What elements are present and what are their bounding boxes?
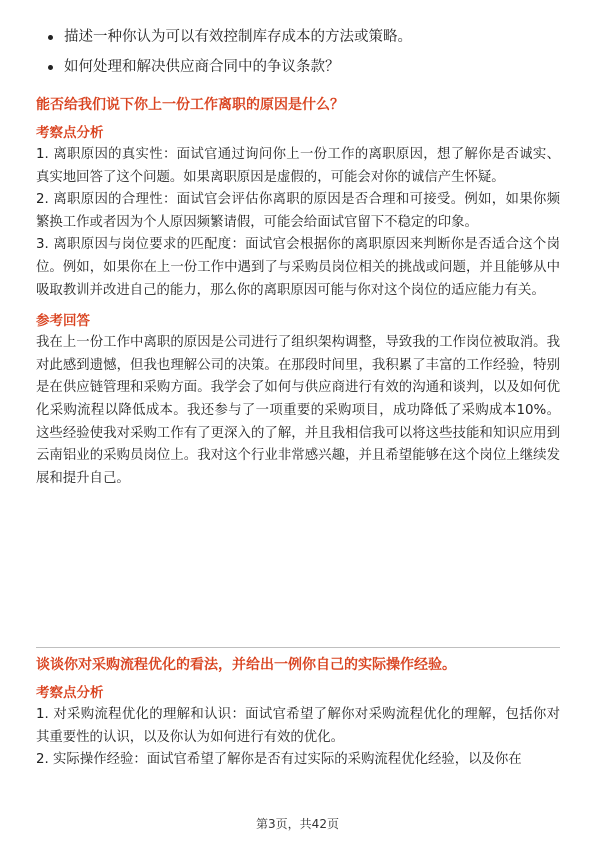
analysis-point: 2. 离职原因的合理性：面试官会评估你离职的原因是否合理和可接受。例如，如果你频繁换工作或者因为个人原因频繁请假，可能会给面试官留下不稳定的印象。 xyxy=(36,192,560,230)
analysis-point: 2. 实际操作经验：面试官希望了解你是否有过实际的采购流程优化经验，以及你在 xyxy=(36,752,522,768)
question-title: 谈谈你对采购流程优化的看法，并给出一例你自己的实际操作经验。 xyxy=(36,657,456,673)
analysis-heading: 考察点分析 xyxy=(36,685,104,701)
bullet-list xyxy=(46,22,566,82)
analysis-point: 3. 离职原因与岗位要求的匹配度：面试官会根据你的离职原因来判断你是否适合这个岗位。例如，如果你在上一份工作中遇到了与采购员岗位相关的挑战或问题，并且能够从中吸取教训并改进自己的能力，那么你的离职原因可能与你对这个岗位的适应能力有关。 xyxy=(36,237,560,298)
answer-heading: 参考回答 xyxy=(36,313,90,330)
page-number: 第3页，共42页 xyxy=(256,817,339,831)
reference-answer: 我在上一份工作中离职的原因是公司进行了组织架构调整，导致我的工作岗位被取消。我对此感到遗憾，但我也理解公司的决策。在那段时间里，我积累了丰富的工作经验，特别是在供应链管理和采购方面。我学会了如何与供应商进行有效的沟通和谈判，以及如何优化采购流程以降低成本。我还参与了一项重要的采购项目，成功降低了采购成本10%。这些经验使我对采购工作有了更深入的了解，并且我相信我可以将这些技能和知识应用到云南铝业的采购员岗位上。我对这个行业非常感兴趣，并且希望能够在这个岗位上继续发展和提升自己。 xyxy=(36,335,560,486)
analysis-point: 1. 离职原因的真实性：面试官通过询问你上一份工作的离职原因，想了解你是否诚实、真实地回答了这个问题。如果离职原因是虚假的，可能会对你的诚信产生怀疑。 xyxy=(36,147,560,185)
bullet-item: 如何处理和解决供应商合同中的争议条款？ xyxy=(46,52,566,82)
question-section-1 xyxy=(36,94,560,490)
analysis-heading: 考察点分析 xyxy=(36,125,104,141)
analysis-point: 1. 对采购流程优化的理解和认识：面试官希望了解你对采购流程优化的理解，包括你对其重要性的认识，以及你认为如何进行有效的优化。 xyxy=(36,707,560,745)
bullet-item: 描述一种你认为可以有效控制库存成本的方法或策略。 xyxy=(46,22,566,52)
question-section-2 xyxy=(36,654,560,772)
question-title: 能否给我们说下你上一份工作离职的原因是什么？ xyxy=(36,97,344,113)
section-divider xyxy=(36,647,560,648)
